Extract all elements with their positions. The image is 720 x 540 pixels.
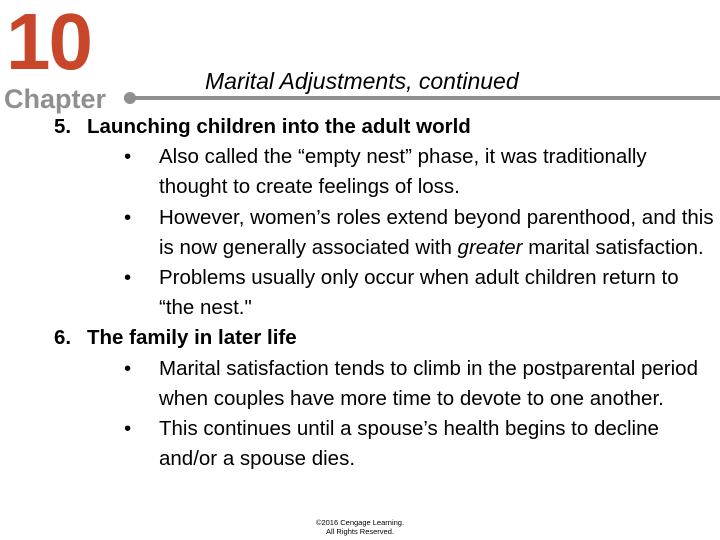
bullet-icon: • xyxy=(124,266,132,290)
rights-line: All Rights Reserved. xyxy=(326,527,394,536)
bullet-text: However, women’s roles extend beyond parenthood, and this is now generally associated with xyxy=(159,205,714,259)
title-rule xyxy=(124,96,720,100)
bullet-text: Also called the “empty nest” phase, it was traditionally thought to create feelings of loss. xyxy=(159,145,647,199)
copyright-footer xyxy=(305,518,415,536)
bullet-icon: • xyxy=(124,417,132,441)
bullet-item xyxy=(122,142,714,202)
chapter-number: 10 xyxy=(6,0,91,86)
bullet-item xyxy=(122,354,714,414)
item-heading: Launching children into the adult world xyxy=(87,115,471,138)
bullet-text: Problems usually only occur when adult children return to “the nest." xyxy=(159,266,679,320)
bullet-item xyxy=(122,414,714,474)
list-item xyxy=(54,323,714,474)
slide-title: Marital Adjustments, continued xyxy=(205,68,519,94)
bullet-text: marital satisfaction. xyxy=(522,235,704,259)
list-item xyxy=(54,112,714,323)
item-number: 6. xyxy=(54,326,72,350)
bullet-icon: • xyxy=(124,356,132,380)
item-heading: The family in later life xyxy=(87,326,297,350)
bullet-item xyxy=(122,203,714,263)
bullet-icon: • xyxy=(124,145,132,169)
bullet-text: This continues until a spouse’s health begins to decline and/or a spouse dies. xyxy=(159,417,659,471)
bullet-text: Marital satisfaction tends to climb in the postparental period when couples have more time to devote to one another. xyxy=(159,356,698,410)
bullet-item xyxy=(122,263,714,323)
copyright-line: ©2016 Cengage Learning. xyxy=(315,518,405,527)
bullet-icon: • xyxy=(124,205,132,229)
bullet-emphasis: greater xyxy=(457,235,523,259)
item-number: 5. xyxy=(54,115,72,138)
chapter-label: Chapter xyxy=(4,84,107,114)
slide-content xyxy=(54,112,714,474)
